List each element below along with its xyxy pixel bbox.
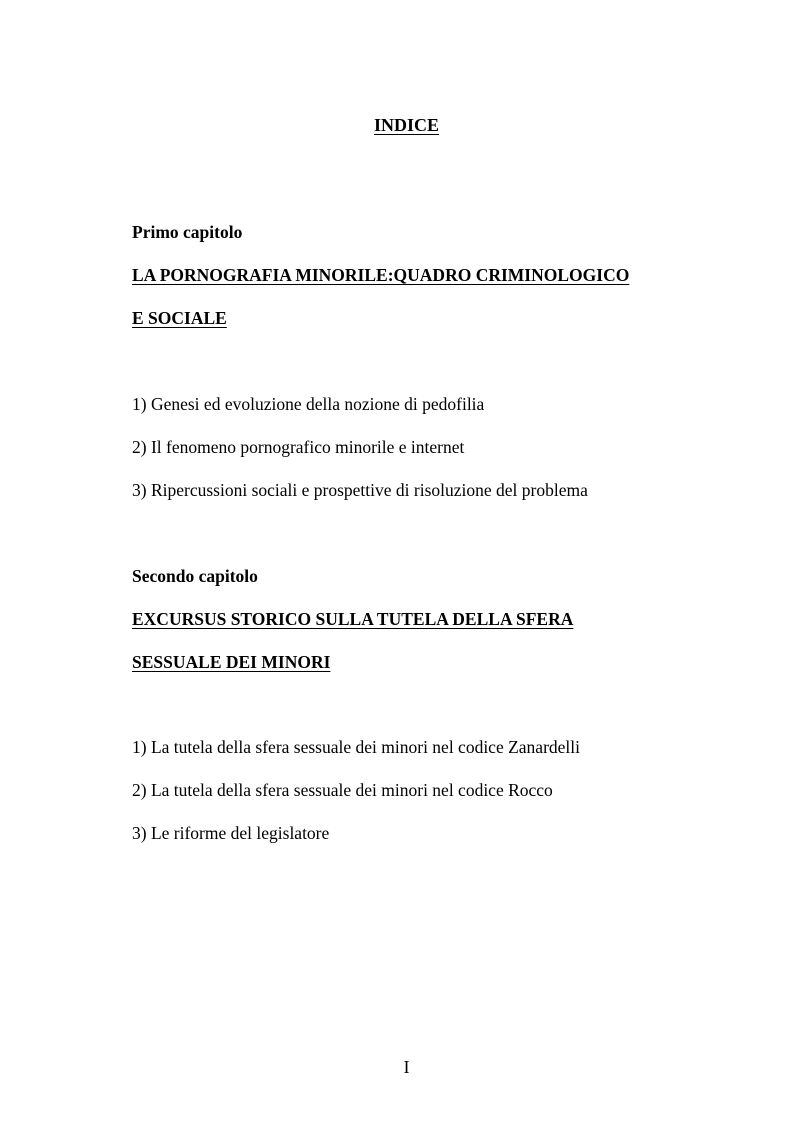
page-number: I [403, 1057, 410, 1077]
chapter-2-section-1: 1) La tutela della sfera sessuale dei minori nel codice Zanardelli [132, 737, 581, 757]
chapter-1-section-2: 2) Il fenomeno pornografico minorile e internet [132, 437, 465, 457]
page-title: INDICE [373, 115, 439, 135]
chapter-1-section-3: 3) Ripercussioni sociali e prospettive di risoluzione del problema [132, 480, 588, 500]
chapter-2-section-2: 2) La tutela della sfera sessuale dei minori nel codice Rocco [132, 780, 553, 800]
chapter-1-heading-line-2: E SOCIALE [132, 308, 227, 328]
chapter-2-heading-line-1: EXCURSUS STORICO SULLA TUTELA DELLA SFERA [132, 609, 574, 629]
chapter-2-section-3: 3) Le riforme del legislatore [132, 823, 330, 843]
chapter-1-section-1: 1) Genesi ed evoluzione della nozione di pedofilia [132, 394, 485, 414]
chapter-2-label: Secondo capitolo [132, 566, 258, 586]
chapter-2-heading-line-2: SESSUALE DEI MINORI [132, 652, 331, 672]
chapter-1-heading-line-1: LA PORNOGRAFIA MINORILE:QUADRO CRIMINOLOGICO [132, 265, 630, 285]
chapter-1-label: Primo capitolo [132, 222, 243, 242]
